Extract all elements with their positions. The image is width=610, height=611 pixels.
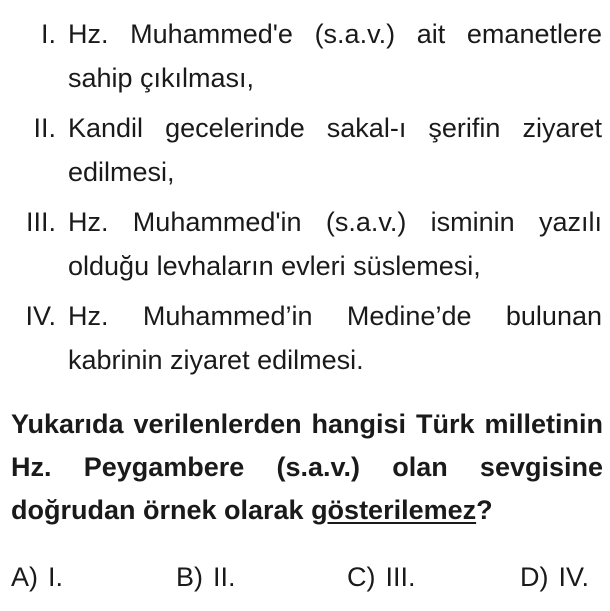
statement-text: Hz. Muhammed’in Medine’de bulunan kabrinin ziyaret edilmesi. — [68, 301, 602, 375]
statement-list — [0, 12, 610, 388]
option-a[interactable] — [11, 562, 63, 593]
statement-item — [0, 12, 610, 100]
option-letter: B) — [176, 562, 203, 592]
option-b[interactable] — [176, 562, 236, 593]
statement-item — [0, 294, 610, 382]
statement-numeral: II. — [33, 113, 56, 143]
question-text: Yukarıda verilenlerden hangisi Türk milletinin Hz. Peygambere (s.a.v.) olan sevgisine doğrudan örnek olarak — [11, 409, 603, 525]
option-letter: D) — [520, 562, 549, 592]
statement-numeral: III. — [25, 207, 56, 237]
statement-text: Kandil gecelerinde sakal-ı şerifin ziyaret edilmesi, — [68, 113, 602, 187]
option-value: II. — [213, 562, 236, 592]
question-mark: ? — [476, 495, 493, 525]
statement-text: Hz. Muhammed'e (s.a.v.) ait emanetlere sahip çıkılması, — [68, 19, 602, 93]
option-d[interactable] — [520, 562, 589, 593]
option-value: III. — [385, 562, 416, 592]
option-letter: A) — [11, 562, 38, 592]
option-letter: C) — [347, 562, 376, 592]
question-prompt — [11, 403, 603, 532]
answer-options — [0, 562, 610, 606]
statement-text: Hz. Muhammed'in (s.a.v.) isminin yazılı olduğu levhaların evleri süslemesi, — [68, 207, 602, 281]
statement-item — [0, 200, 610, 288]
option-value: I. — [48, 562, 64, 592]
option-value: IV. — [558, 562, 590, 592]
statement-numeral: IV. — [25, 301, 56, 331]
statement-item — [0, 106, 610, 194]
question-emphasis: gösterilemez — [311, 495, 477, 525]
statement-numeral: I. — [40, 19, 56, 49]
option-c[interactable] — [347, 562, 416, 593]
